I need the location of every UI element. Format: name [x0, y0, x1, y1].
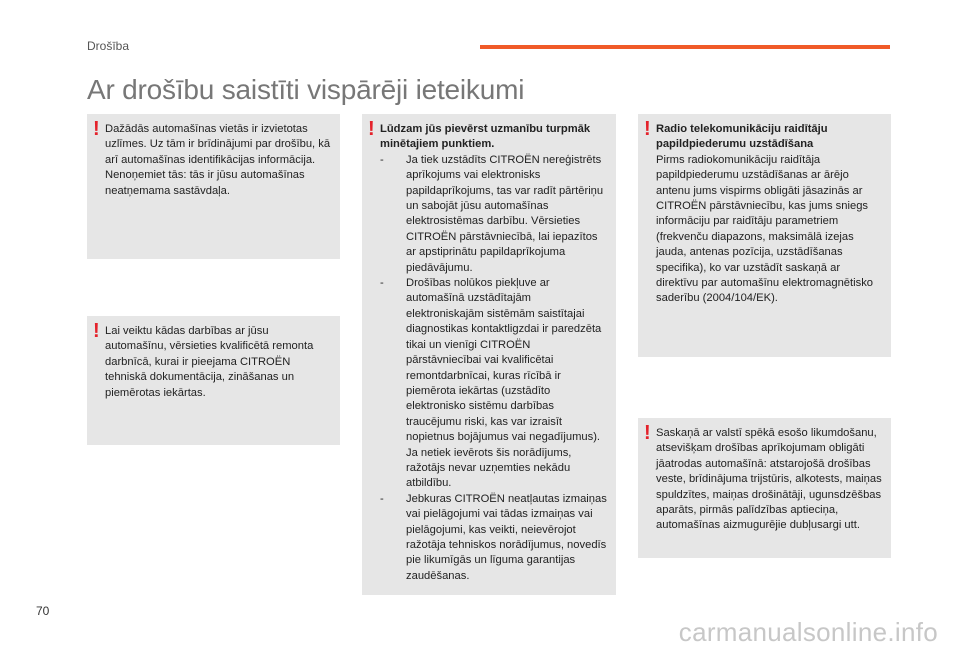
exclamation-warning-icon: ! [93, 320, 100, 342]
header-accent-bar [480, 45, 890, 49]
info-box-text: Saskaņā ar valstī spēkā esošo likumdošanu, atsevišķam drošības aprīkojumam obligāti jāatrodas automašīnā: atstarojošā drošības veste, brīdinājuma trijstūris, alkotests, maiņas spuldzītes, maiņas drošinātāji, ugunsdzēšbas aparāts, pirmās palīdzības aptieciņa, automašīnas aizmugurējie dubļusargi utt. [656, 427, 882, 532]
page-title: Ar drošību saistīti vispārēji ieteikumi [87, 74, 525, 105]
exclamation-warning-icon: ! [644, 118, 651, 140]
list-item: - Drošības nolūkos piekļuve ar automašīnā uzstādītajām elektroniskajām sistēmām saistītajai diagnostikas kontaktligzdai ir paredzēta tikai un vienīgi CITROËN pārstāvniecībai vai kvalificētai remontdarbnīcai, kuras rīcībā ir piemērota iekārtas (uzstādīto elektronisko sistēmu darbības traucējumu riski, kas var izraisīt nopietnus bojājumus vai negadījumus). Ja netiek ievērots šis norādījums, ražotājs nevar uzņemties nekādu atbildību. [380, 276, 608, 492]
info-box-labels [87, 114, 340, 259]
info-box-equipment [638, 418, 891, 558]
list-item-text: Ja tiek uzstādīts CITROËN nereģistrēts aprīkojums vai elektronisks papildaprīkojums, tas var radīt pārtēriņu un sabojāt jūsu automašīnas elektrosistēmas darbību. Vērsieties CITROËN pārstāvniecībā, lai iepazītos ar apstiprinātu papildaprīkojuma piedāvājumu. [406, 153, 604, 274]
info-box-text: Lai veiktu kādas darbības ar jūsu automašīnu, vērsieties kvalificētā remonta darbnīcā, kurai ir pieejama CITROËN tehniskā dokumentācija, zināšanas un piemērotas iekārtas. [105, 325, 314, 399]
exclamation-warning-icon: ! [368, 118, 375, 140]
list-item-text: Jebkuras CITROËN neatļautas izmaiņas vai pielāgojumi vai tādas izmaiņas vai pielāgojumi, kas veikti, neievērojot ražotāja tehniskos norādījumus, novedīs pie likumīgās un līguma garantijas zaudēšanas. [406, 492, 607, 582]
page-number: 70 [36, 604, 50, 618]
list-item: - Jebkuras CITROËN neatļautas izmaiņas vai pielāgojumi vai tādas izmaiņas vai pielāgojumi, kas veikti, neievērojot ražotāja tehniskos norādījumus, novedīs pie likumīgās un līguma garantijas zaudēšanas. [380, 492, 608, 584]
info-box-heading: Radio telekomunikāciju raidītāju papildpiederumu uzstādīšana [656, 123, 828, 151]
exclamation-warning-icon: ! [93, 118, 100, 140]
info-box-heading: Lūdzam jūs pievērst uzmanību turpmāk minētajiem punktiem. [380, 123, 591, 151]
watermark: carmanualsonline.info [678, 617, 938, 647]
info-box-attention [362, 114, 616, 595]
info-box-radio [638, 114, 891, 357]
info-box-repair [87, 316, 340, 445]
list-item: - Ja tiek uzstādīts CITROËN nereģistrēts aprīkojums vai elektronisks papildaprīkojums, tas var radīt pārtēriņu un sabojāt jūsu automašīnas elektrosistēmas darbību. Vērsieties CITROËN pārstāvniecībā, lai iepazītos ar apstiprinātu papildaprīkojuma piedāvājumu. [380, 153, 608, 276]
info-box-text: Dažādās automašīnas vietās ir izvietotas uzlīmes. Uz tām ir brīdinājumi par drošību, kā arī automašīnas identifikācijas informācija. Nenoņemiet tās: tās ir jūsu automašīnas neatņemama sastāvdaļa. [105, 123, 331, 197]
list-item-text: Drošības nolūkos piekļuve ar automašīnā uzstādītajām elektroniskajām sistēmām saistītajai diagnostikas kontaktligzdai ir paredzēta tikai un vienīgi CITROËN pārstāvniecībai vai kvalificētai remontdarbnīcai, kuras rīcībā ir piemērota iekārtas (uzstādīto elektronisko sistēmu darbības traucējumu riski, kas var izraisīt nopietnus bojājumus vai negadījumus). Ja netiek ievērots šis norādījums, ražotājs nevar uzņemties nekādu atbildību. [406, 277, 602, 490]
section-label: Drošība [87, 39, 130, 53]
exclamation-warning-icon: ! [644, 422, 651, 444]
info-box-text: Pirms radiokomunikāciju raidītāja papildpiederumu uzstādīšanas ar ārējo antenu jums vispirms obligāti jāsazinās ar CITROËN pārstāvniecību, kas jums sniegs informāciju par raidītāju parametriem (frekvenču diapazons, maksimālā izejas jauda, antenas pozīcija, uzstādīšanas specifika), ko var uzstādīt saskaņā ar direktīvu par automašīnu elektromagnētisko saderību (2004/104/EK). [656, 153, 874, 305]
